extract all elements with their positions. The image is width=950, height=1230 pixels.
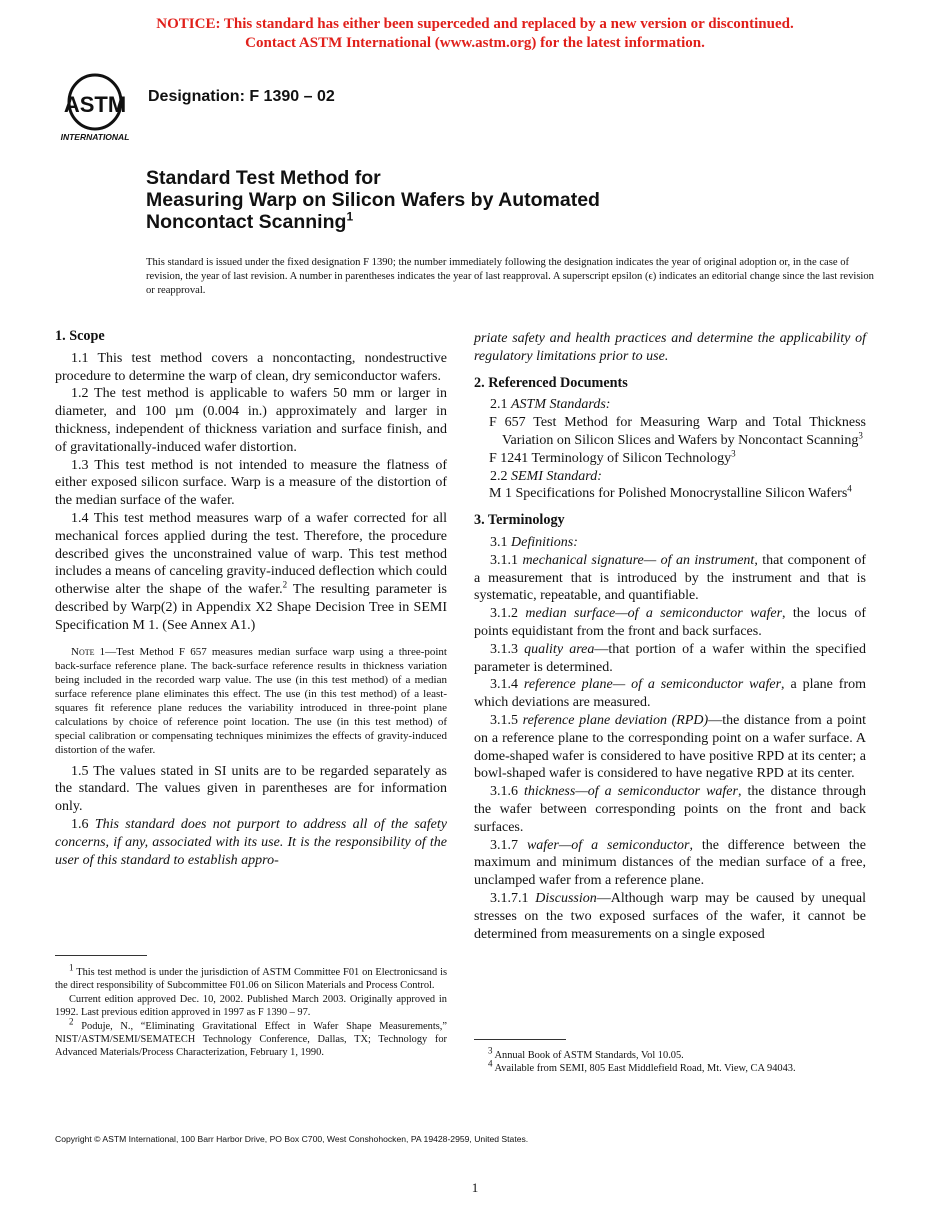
term-3-1-6: 3.1.6 thickness—of a semiconductor wafer, the distance through the wafer between corresponding points on the front and back surfaces. xyxy=(474,784,866,835)
right-column xyxy=(474,330,866,943)
ref-f657: F 657 Test Method for Measuring Warp and Total Thickness Variation on Silicon Slices and Wafers by Noncontact Scanning$^3$ xyxy=(489,415,866,448)
footnote-1b: Current edition approved Dec. 10, 2002. Published March 2003. Originally approved in 1992. Last previous edition approved in 1997 as F 1390 – 97. xyxy=(55,993,447,1019)
notice-line-1: NOTICE: This standard has either been superceded and replaced by a new version or discontinued. xyxy=(156,16,794,32)
refdocs-heading: 2. Referenced Documents xyxy=(474,374,628,391)
term-3-1-5: 3.1.5 reference plane deviation (RPD)—the distance from a point on a reference plane to the corresponding point on a wafer surface. A dome-shaped wafer is considered to have positive RPD at its center; a bowl-shaped wafer is considered to have negative RPD at its center. xyxy=(474,712,866,782)
page-number: 1 xyxy=(471,1180,479,1195)
logo-letters: ASTM xyxy=(63,92,127,117)
term-3-1-3: 3.1.3 quality area—that portion of a wafer within the specified parameter is determined. xyxy=(474,641,867,675)
ref-2-2: 2.2 SEMI Standard: xyxy=(490,468,602,484)
title-line-1: Standard Test Method for xyxy=(146,167,381,189)
copyright-line: Copyright © ASTM International, 100 Barr Harbor Drive, PO Box C700, West Conshohocken, PA 19428-2959, United States. xyxy=(55,1134,529,1144)
term-3-1-4: 3.1.4 reference plane— of a semiconductor wafer, a plane from which deviations are measured. xyxy=(474,677,867,711)
left-column xyxy=(55,328,447,869)
scope-heading: 1. Scope xyxy=(55,328,105,344)
para-1-4: 1.4 This test method measures warp of a wafer corrected for all mechanical forces applied during the test. Therefore, the procedure described gives the unconstrained value of warp. This test method includes a means of canceling gravity-induced deflection which could otherwise alter the shape of the wafer.$^2$ The resulting parameter is described by Warp(2) in Appendix X2 Shape Decision Tree in SEMI Specification M 1. (See Annex A1.) xyxy=(55,510,447,633)
footnote-4: $^4$ Available from SEMI, 805 East Middlefield Road, Mt. View, CA 94043. xyxy=(488,1058,796,1075)
terminology-heading: 3. Terminology xyxy=(474,512,565,529)
note-1: Note 1—Test Method F 657 measures median surface warp using a three-point back-surface reference plane. The back-surface reference results in thickness variation being included in the recorded warp value. The use (in this test method) of a median surface reference plane eliminates this effect. The use (in this test method) of a least-squares fit reference plane reduces the variability introduced in three-point plane calculations by choice of reference point location. The use (in this test method) of special calibration or compensating techniques minimizes the effects of gravity-induced distortion of the wafer. xyxy=(55,645,447,756)
para-1-2: 1.2 The test method is applicable to wafers 50 mm or larger in diameter, and 100 µm (0.004 in.) approximately and larger in thickness, independent of thickness variation and surface finish, and of gravitationally-induced wafer distortion. xyxy=(55,386,447,455)
ref-m1: M 1 Specifications for Polished Monocrystalline Silicon Wafers$^4$ xyxy=(489,483,852,502)
footnote-rule-left xyxy=(55,955,147,956)
term-3-1-7-1: 3.1.7.1 Discussion—Although warp may be caused by unequal stresses on the two exposed surfaces of the wafer, it cannot be determined from measurements on a single exposed xyxy=(474,890,866,942)
designation: Designation: F 1390 – 02 xyxy=(148,88,335,105)
footnote-1: $^1$ This test method is under the jurisdiction of ASTM Committee F01 on Electronicsand is the direct responsibility of Subcommittee F01.06 on Silicon Materials and Process Control. xyxy=(55,962,447,992)
para-1-1: 1.1 This test method covers a noncontacting, nondestructive procedure to determine the warp of clean, dry semiconductor wafers. xyxy=(55,350,447,384)
notice-banner xyxy=(0,15,950,53)
notice-line-2: Contact ASTM International (www.astm.org) for the latest information. xyxy=(245,35,705,51)
logo-caption: INTERNATIONAL xyxy=(60,132,130,142)
ref-2-1: 2.1 ASTM Standards: xyxy=(490,397,611,413)
title-line-2: Measuring Warp on Silicon Wafers by Automated xyxy=(146,189,600,211)
astm-logo xyxy=(57,72,137,144)
term-3-1-2: 3.1.2 median surface—of a semiconductor wafer, the locus of points equidistant from the front and back surfaces. xyxy=(474,606,866,639)
footnotes-left xyxy=(55,962,447,1060)
document-title xyxy=(146,167,600,233)
issuance-statement: This standard is issued under the fixed designation F 1390; the number immediately following the designation indicates the year of original adoption or, in the case of revision, the year of last revision. A number in parentheses indicates the year of last reapproval. A superscript epsilon (ϵ) indicates an editorial change since the last revision or reapproval. xyxy=(146,257,874,296)
para-1-5: 1.5 The values stated in SI units are to be regarded separately as the standard. The values given in parentheses are for information only. xyxy=(55,763,447,815)
para-1-3: 1.3 This test method is not intended to measure the flatness of either exposed silicon surface. Warp is a measure of the distortion of the median surface of the wafer. xyxy=(55,457,447,509)
term-3-1: 3.1 Definitions: xyxy=(490,534,578,550)
para-1-6: 1.6 This standard does not purport to address all of the safety concerns, if any, associated with its use. It is the responsibility of the user of this standard to establish appro- xyxy=(55,816,447,868)
footnote-2: $^2$ Poduje, N., “Eliminating Gravitational Effect in Wafer Shape Measurements,” NIST/ASTM/SEMI/SEMATECH Technology Conference, Dallas, TX; Technology for Advanced Materials/Process Characterization, February 1, 1990. xyxy=(55,1016,447,1059)
ref-f1241: F 1241 Terminology of Silicon Technology$^3$ xyxy=(489,448,736,466)
footnote-rule-right xyxy=(474,1039,566,1040)
term-3-1-7: 3.1.7 wafer—of a semiconductor, the difference between the maximum and minimum distances of the median surface of a free, unclamped wafer from a reference plane. xyxy=(474,837,867,889)
footnote-3: $^3$ Annual Book of ASTM Standards, Vol 10.05. xyxy=(488,1045,684,1061)
term-3-1-1: 3.1.1 mechanical signature— of an instrument, that component of a measurement that is introduced by the instrument and that is systematic, repeatable, and quantifiable. xyxy=(474,552,866,604)
title-line-3: Noncontact Scanning xyxy=(146,211,347,233)
title-footnote-mark: 1 xyxy=(346,209,354,224)
footnotes-right xyxy=(474,1045,866,1076)
para-1-6-cont: priate safety and health practices and determine the applicability of regulatory limitations prior to use. xyxy=(474,331,866,364)
